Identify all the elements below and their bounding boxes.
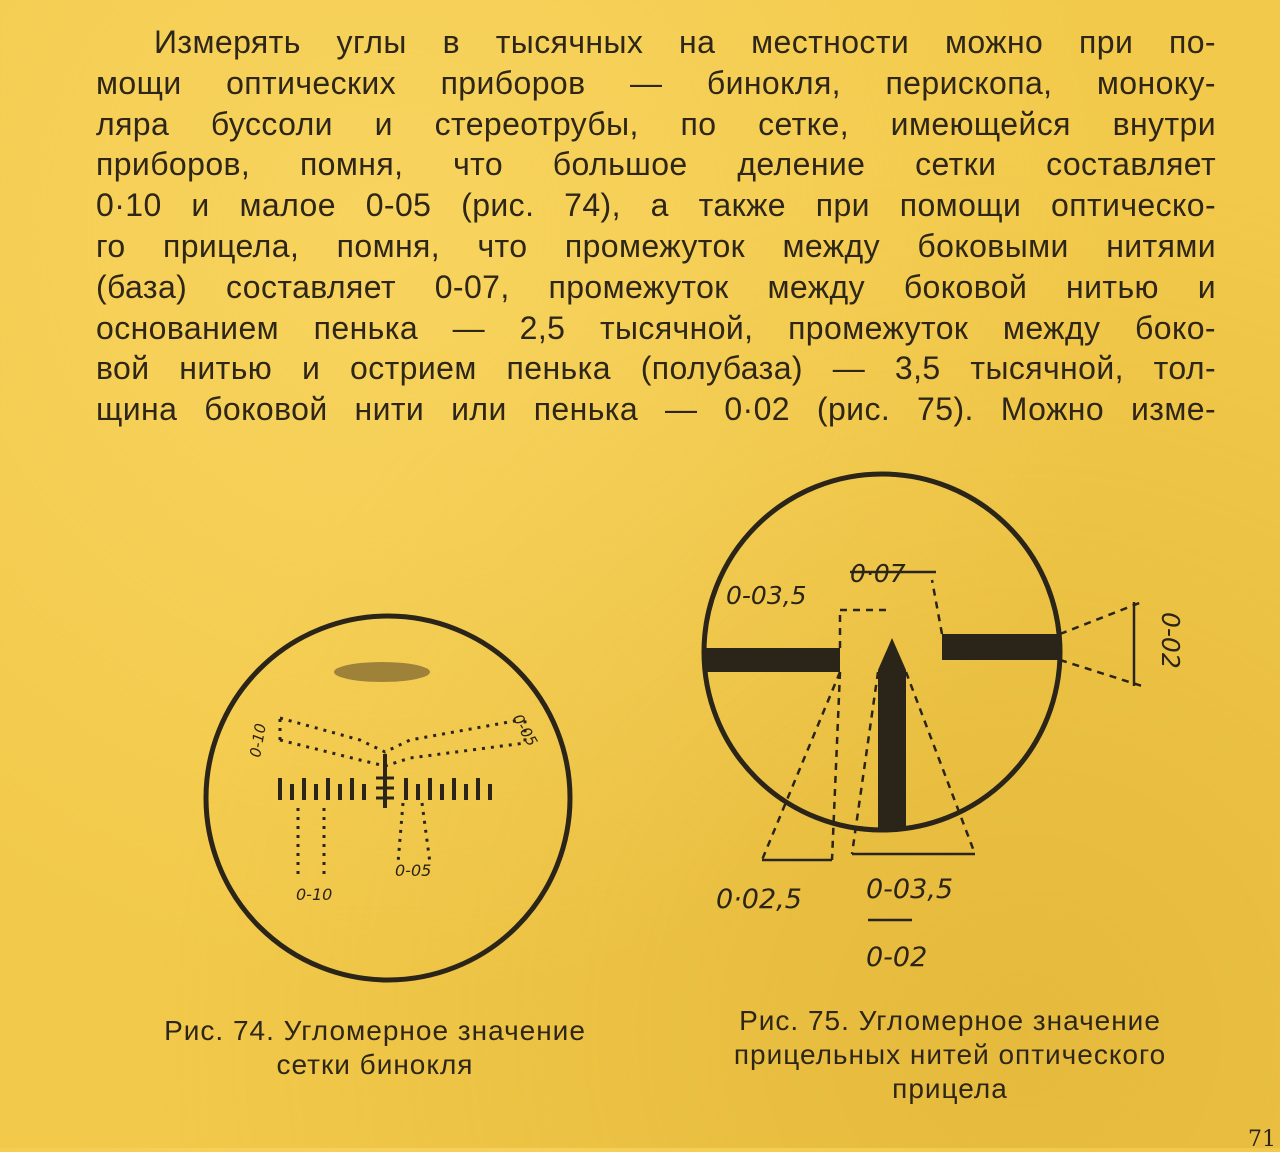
right-side-thread: [942, 634, 1060, 660]
label-stump-thickness: 0-02: [866, 942, 928, 973]
figure-74-caption: [100, 1014, 650, 1082]
paragraph-line: ляра буссоли и стереотрубы, по сетке, имеющейся внутри: [96, 105, 1216, 142]
caption-line: прицельных нитей оптического: [733, 1039, 1167, 1070]
paragraph-line: мощи оптических приборов — бинокля, перископа, моноку-: [96, 64, 1216, 101]
left-side-thread: [706, 648, 840, 672]
stump-post: [878, 638, 906, 828]
caption-line: прицела: [892, 1073, 1008, 1104]
caption-line: сетки бинокля: [276, 1049, 474, 1080]
body-paragraph: [96, 22, 1216, 430]
paragraph-line: Измерять углы в тысячных на местности можно при по-: [154, 24, 1216, 60]
caption-line: Рис. 74. Угломерное значение: [164, 1015, 586, 1046]
figure-74-binocular-reticle: [200, 608, 576, 988]
paragraph-line: основанием пенька — 2,5 тысячной, промежуток между боко-: [96, 309, 1216, 346]
page-number: 71: [1248, 1127, 1276, 1152]
caption-line: Рис. 75. Угломерное значение: [739, 1005, 1161, 1036]
paragraph-line: щина боковой нити или пенька — 0·02 (рис. 75). Можно изме-: [96, 391, 1216, 428]
landmark-smudge: [334, 662, 430, 682]
figure-75-caption: [680, 1004, 1220, 1106]
paragraph-line: (база) составляет 0-07, промежуток между боковой нитью и: [96, 268, 1216, 305]
label-bottom-left: 0-10: [296, 885, 333, 904]
figure-75-sight-reticle: [700, 462, 1200, 982]
label-base: 0·07: [850, 559, 906, 588]
label-thread-thickness: 0-02: [1156, 612, 1185, 669]
paragraph-line: приборов, помня, что большое деление сетки составляет: [96, 146, 1216, 183]
label-top-left: 0-10: [246, 722, 270, 759]
label-half-base: 0-03,5: [726, 581, 807, 610]
label-to-stump-base: 0·02,5: [716, 884, 802, 915]
label-top-right: 0-05: [508, 711, 542, 750]
label-bottom-right: 0-05: [395, 861, 432, 880]
paragraph-line: го прицела, помня, что промежуток между боковыми нитями: [96, 227, 1216, 264]
label-to-stump-tip: 0-03,5: [866, 874, 954, 905]
paragraph-line: вой нитью и острием пенька (полубаза) — 3,5 тысячной, тол-: [96, 350, 1216, 387]
paragraph-line: 0·10 и малое 0-05 (рис. 74), а также при помощи оптическо-: [96, 187, 1216, 224]
